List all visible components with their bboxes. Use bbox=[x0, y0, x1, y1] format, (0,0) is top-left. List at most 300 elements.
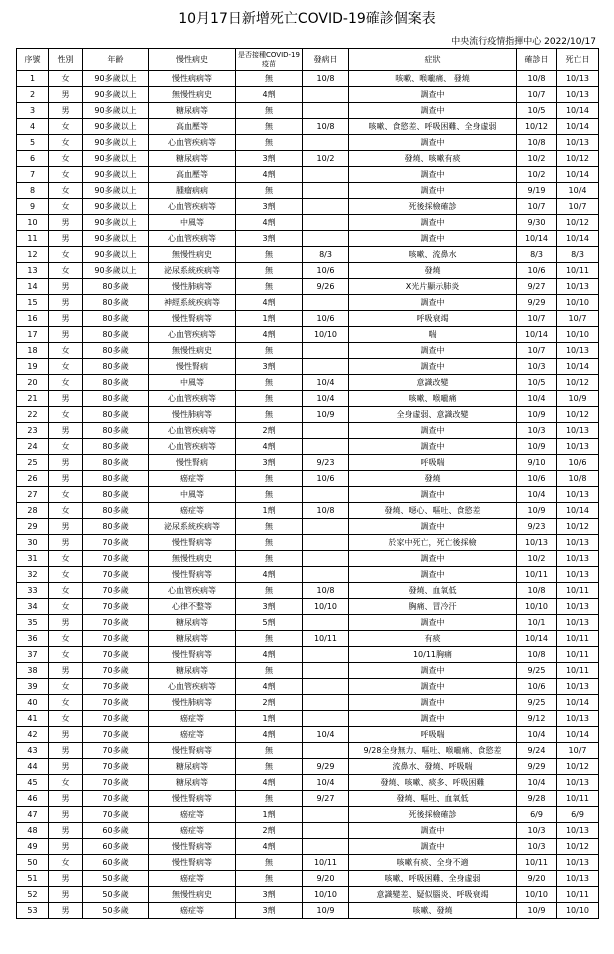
cell-chronic-history: 高血壓等 bbox=[149, 119, 236, 135]
cell-gender: 男 bbox=[49, 615, 83, 631]
cell-symptoms: 調查中 bbox=[349, 295, 517, 311]
cell-vaccination: 無 bbox=[236, 871, 303, 887]
cell-onset-date bbox=[303, 199, 349, 215]
cell-onset-date bbox=[303, 343, 349, 359]
table-row bbox=[17, 871, 599, 887]
cell-age: 70多歲 bbox=[83, 663, 149, 679]
cell-case-number: 28 bbox=[17, 503, 49, 519]
cell-age: 90多歲以上 bbox=[83, 199, 149, 215]
cell-age: 90多歲以上 bbox=[83, 151, 149, 167]
cell-confirmed-date: 10/1 bbox=[517, 615, 557, 631]
cell-age: 90多歲以上 bbox=[83, 263, 149, 279]
cell-age: 80多歲 bbox=[83, 295, 149, 311]
cell-chronic-history: 糖尿病等 bbox=[149, 663, 236, 679]
cell-vaccination: 無 bbox=[236, 119, 303, 135]
cell-chronic-history: 癌症等 bbox=[149, 727, 236, 743]
table-row bbox=[17, 695, 599, 711]
cell-onset-date bbox=[303, 103, 349, 119]
cell-age: 80多歲 bbox=[83, 359, 149, 375]
cell-chronic-history: 心血管疾病等 bbox=[149, 423, 236, 439]
cell-case-number: 21 bbox=[17, 391, 49, 407]
table-row bbox=[17, 503, 599, 519]
cell-confirmed-date: 10/6 bbox=[517, 679, 557, 695]
cell-onset-date bbox=[303, 439, 349, 455]
cell-symptoms: 發燒、血氧低 bbox=[349, 583, 517, 599]
cell-onset-date bbox=[303, 551, 349, 567]
cell-case-number: 35 bbox=[17, 615, 49, 631]
cell-death-date: 10/12 bbox=[557, 407, 599, 423]
cell-death-date: 10/13 bbox=[557, 487, 599, 503]
cell-onset-date bbox=[303, 647, 349, 663]
cell-gender: 男 bbox=[49, 743, 83, 759]
cell-vaccination: 無 bbox=[236, 519, 303, 535]
cell-chronic-history: 慢性肺病等 bbox=[149, 695, 236, 711]
cell-death-date: 10/13 bbox=[557, 823, 599, 839]
header-cell: 症狀 bbox=[349, 49, 517, 71]
cell-death-date: 10/13 bbox=[557, 423, 599, 439]
cell-vaccination: 3劑 bbox=[236, 231, 303, 247]
cell-confirmed-date: 9/24 bbox=[517, 743, 557, 759]
cell-onset-date bbox=[303, 135, 349, 151]
cell-age: 70多歲 bbox=[83, 727, 149, 743]
cell-chronic-history: 癌症等 bbox=[149, 503, 236, 519]
cell-onset-date: 10/9 bbox=[303, 903, 349, 919]
table-row bbox=[17, 615, 599, 631]
cell-age: 50多歲 bbox=[83, 903, 149, 919]
table-row bbox=[17, 727, 599, 743]
cell-age: 90多歲以上 bbox=[83, 119, 149, 135]
cell-confirmed-date: 10/14 bbox=[517, 231, 557, 247]
cell-case-number: 49 bbox=[17, 839, 49, 855]
table-row bbox=[17, 807, 599, 823]
table-row bbox=[17, 775, 599, 791]
cell-death-date: 10/6 bbox=[557, 455, 599, 471]
cell-age: 70多歲 bbox=[83, 759, 149, 775]
cell-symptoms: 意識變差、疑似腦炎、呼吸衰竭 bbox=[349, 887, 517, 903]
cell-confirmed-date: 10/5 bbox=[517, 103, 557, 119]
cell-case-number: 18 bbox=[17, 343, 49, 359]
cell-gender: 男 bbox=[49, 87, 83, 103]
cell-confirmed-date: 10/3 bbox=[517, 423, 557, 439]
cell-confirmed-date: 10/7 bbox=[517, 311, 557, 327]
cell-death-date: 10/10 bbox=[557, 295, 599, 311]
cell-vaccination: 無 bbox=[236, 135, 303, 151]
cell-age: 80多歲 bbox=[83, 375, 149, 391]
cell-chronic-history: 心血管疾病等 bbox=[149, 135, 236, 151]
cell-vaccination: 無 bbox=[236, 247, 303, 263]
cell-gender: 男 bbox=[49, 807, 83, 823]
cell-age: 80多歲 bbox=[83, 439, 149, 455]
cell-confirmed-date: 10/8 bbox=[517, 647, 557, 663]
cell-onset-date bbox=[303, 839, 349, 855]
cell-age: 80多歲 bbox=[83, 471, 149, 487]
cell-gender: 女 bbox=[49, 199, 83, 215]
cell-symptoms: 調查中 bbox=[349, 615, 517, 631]
cell-age: 90多歲以上 bbox=[83, 215, 149, 231]
table-row bbox=[17, 487, 599, 503]
cell-vaccination: 無 bbox=[236, 759, 303, 775]
cell-chronic-history: 糖尿病等 bbox=[149, 759, 236, 775]
cell-symptoms: 呼吸喘 bbox=[349, 727, 517, 743]
cell-onset-date: 9/29 bbox=[303, 759, 349, 775]
cell-confirmed-date: 10/11 bbox=[517, 567, 557, 583]
cell-case-number: 39 bbox=[17, 679, 49, 695]
cell-gender: 男 bbox=[49, 663, 83, 679]
cell-chronic-history: 糖尿病等 bbox=[149, 103, 236, 119]
cell-case-number: 6 bbox=[17, 151, 49, 167]
cell-onset-date: 10/10 bbox=[303, 599, 349, 615]
document-title: 10月17日新增死亡COVID-19確診個案表 bbox=[178, 11, 436, 27]
cell-confirmed-date: 10/12 bbox=[517, 119, 557, 135]
cell-vaccination: 4劑 bbox=[236, 87, 303, 103]
cell-symptoms: 咳嗽、發燒 bbox=[349, 903, 517, 919]
table-row bbox=[17, 551, 599, 567]
cell-onset-date bbox=[303, 519, 349, 535]
cell-chronic-history: 慢性腎病等 bbox=[149, 535, 236, 551]
cell-symptoms: 發燒、咳嗽、痰多、呼吸困難 bbox=[349, 775, 517, 791]
table-row bbox=[17, 327, 599, 343]
cell-symptoms: 調查中 bbox=[349, 167, 517, 183]
table-row bbox=[17, 903, 599, 919]
cell-chronic-history: 高血壓等 bbox=[149, 167, 236, 183]
cell-death-date: 8/3 bbox=[557, 247, 599, 263]
cell-age: 90多歲以上 bbox=[83, 231, 149, 247]
cell-vaccination: 5劑 bbox=[236, 615, 303, 631]
cell-chronic-history: 癌症等 bbox=[149, 711, 236, 727]
cell-death-date: 10/14 bbox=[557, 727, 599, 743]
cell-vaccination: 無 bbox=[236, 663, 303, 679]
cell-onset-date: 10/11 bbox=[303, 631, 349, 647]
cell-symptoms: 10/11胸痛 bbox=[349, 647, 517, 663]
cell-chronic-history: 慢性腎病等 bbox=[149, 855, 236, 871]
cell-death-date: 10/9 bbox=[557, 391, 599, 407]
table-row bbox=[17, 679, 599, 695]
cell-case-number: 16 bbox=[17, 311, 49, 327]
cell-death-date: 10/14 bbox=[557, 167, 599, 183]
cell-case-number: 17 bbox=[17, 327, 49, 343]
cell-chronic-history: 慢性腎病等 bbox=[149, 311, 236, 327]
cell-death-date: 10/7 bbox=[557, 311, 599, 327]
cell-chronic-history: 中風等 bbox=[149, 215, 236, 231]
cell-age: 90多歲以上 bbox=[83, 183, 149, 199]
cell-age: 80多歲 bbox=[83, 503, 149, 519]
cell-vaccination: 1劑 bbox=[236, 807, 303, 823]
cell-age: 70多歲 bbox=[83, 743, 149, 759]
cell-gender: 女 bbox=[49, 119, 83, 135]
cell-case-number: 32 bbox=[17, 567, 49, 583]
cell-onset-date: 10/11 bbox=[303, 855, 349, 871]
cell-age: 80多歲 bbox=[83, 279, 149, 295]
header-cell: 是否接種COVID-19疫苗 bbox=[236, 49, 303, 71]
cell-onset-date bbox=[303, 215, 349, 231]
cell-death-date: 10/13 bbox=[557, 871, 599, 887]
cell-confirmed-date: 9/29 bbox=[517, 759, 557, 775]
cell-confirmed-date: 10/10 bbox=[517, 887, 557, 903]
cell-case-number: 38 bbox=[17, 663, 49, 679]
cell-case-number: 31 bbox=[17, 551, 49, 567]
table-row bbox=[17, 759, 599, 775]
cell-confirmed-date: 10/14 bbox=[517, 327, 557, 343]
table-row bbox=[17, 567, 599, 583]
cell-chronic-history: 心血管疾病等 bbox=[149, 327, 236, 343]
cell-vaccination: 無 bbox=[236, 487, 303, 503]
cell-death-date: 6/9 bbox=[557, 807, 599, 823]
cell-case-number: 41 bbox=[17, 711, 49, 727]
cell-gender: 男 bbox=[49, 823, 83, 839]
cell-confirmed-date: 9/29 bbox=[517, 295, 557, 311]
cell-symptoms: 調查中 bbox=[349, 567, 517, 583]
cell-vaccination: 無 bbox=[236, 535, 303, 551]
cell-confirmed-date: 10/9 bbox=[517, 503, 557, 519]
cell-death-date: 10/13 bbox=[557, 615, 599, 631]
cell-age: 80多歲 bbox=[83, 455, 149, 471]
table-row bbox=[17, 279, 599, 295]
cell-gender: 男 bbox=[49, 455, 83, 471]
cell-vaccination: 無 bbox=[236, 183, 303, 199]
cell-confirmed-date: 10/5 bbox=[517, 375, 557, 391]
table-row bbox=[17, 135, 599, 151]
cell-chronic-history: 腫瘤病病 bbox=[149, 183, 236, 199]
cell-chronic-history: 中風等 bbox=[149, 487, 236, 503]
cell-chronic-history: 無慢性病史 bbox=[149, 551, 236, 567]
cell-death-date: 10/13 bbox=[557, 87, 599, 103]
cell-death-date: 10/13 bbox=[557, 599, 599, 615]
cell-chronic-history: 糖尿病等 bbox=[149, 775, 236, 791]
cell-symptoms: 調查中 bbox=[349, 103, 517, 119]
cell-vaccination: 無 bbox=[236, 407, 303, 423]
header-cell: 確診日 bbox=[517, 49, 557, 71]
cell-gender: 男 bbox=[49, 535, 83, 551]
table-row bbox=[17, 535, 599, 551]
table-row bbox=[17, 311, 599, 327]
cell-onset-date: 9/27 bbox=[303, 791, 349, 807]
cell-onset-date: 10/8 bbox=[303, 583, 349, 599]
cell-case-number: 47 bbox=[17, 807, 49, 823]
cell-case-number: 4 bbox=[17, 119, 49, 135]
cell-age: 70多歲 bbox=[83, 583, 149, 599]
cell-symptoms: 死後採檢確診 bbox=[349, 807, 517, 823]
cell-case-number: 3 bbox=[17, 103, 49, 119]
cell-death-date: 10/13 bbox=[557, 439, 599, 455]
cell-vaccination: 3劑 bbox=[236, 199, 303, 215]
cell-case-number: 42 bbox=[17, 727, 49, 743]
cell-death-date: 10/13 bbox=[557, 711, 599, 727]
cell-gender: 男 bbox=[49, 311, 83, 327]
cell-age: 80多歲 bbox=[83, 311, 149, 327]
cell-chronic-history: 糖尿病等 bbox=[149, 151, 236, 167]
cell-chronic-history: 心血管疾病等 bbox=[149, 231, 236, 247]
cell-death-date: 10/14 bbox=[557, 119, 599, 135]
cell-vaccination: 4劑 bbox=[236, 167, 303, 183]
table-row bbox=[17, 647, 599, 663]
cell-death-date: 10/13 bbox=[557, 279, 599, 295]
cell-gender: 男 bbox=[49, 903, 83, 919]
cell-case-number: 52 bbox=[17, 887, 49, 903]
cell-gender: 男 bbox=[49, 215, 83, 231]
cell-age: 60多歲 bbox=[83, 823, 149, 839]
table-row bbox=[17, 343, 599, 359]
cell-vaccination: 4劑 bbox=[236, 295, 303, 311]
cell-vaccination: 4劑 bbox=[236, 775, 303, 791]
cell-confirmed-date: 10/8 bbox=[517, 583, 557, 599]
cell-age: 70多歲 bbox=[83, 615, 149, 631]
cell-onset-date: 10/2 bbox=[303, 151, 349, 167]
cell-symptoms: 發燒、咳嗽有痰 bbox=[349, 151, 517, 167]
cell-death-date: 10/13 bbox=[557, 679, 599, 695]
cell-onset-date bbox=[303, 823, 349, 839]
cell-age: 90多歲以上 bbox=[83, 167, 149, 183]
cell-confirmed-date: 9/25 bbox=[517, 663, 557, 679]
cell-confirmed-date: 10/3 bbox=[517, 839, 557, 855]
cell-confirmed-date: 9/19 bbox=[517, 183, 557, 199]
table-row bbox=[17, 791, 599, 807]
cell-death-date: 10/11 bbox=[557, 647, 599, 663]
cell-vaccination: 4劑 bbox=[236, 567, 303, 583]
cell-case-number: 15 bbox=[17, 295, 49, 311]
cell-chronic-history: 慢性腎病等 bbox=[149, 791, 236, 807]
cell-symptoms: 調查中 bbox=[349, 87, 517, 103]
cell-symptoms: 於家中死亡，死亡後採檢 bbox=[349, 535, 517, 551]
cell-gender: 男 bbox=[49, 391, 83, 407]
cell-vaccination: 無 bbox=[236, 343, 303, 359]
cell-symptoms: 喘 bbox=[349, 327, 517, 343]
table-row bbox=[17, 231, 599, 247]
table-row bbox=[17, 151, 599, 167]
cell-death-date: 10/12 bbox=[557, 519, 599, 535]
cell-gender: 女 bbox=[49, 695, 83, 711]
cell-death-date: 10/11 bbox=[557, 631, 599, 647]
cell-case-number: 26 bbox=[17, 471, 49, 487]
cell-death-date: 10/10 bbox=[557, 327, 599, 343]
cell-case-number: 40 bbox=[17, 695, 49, 711]
cell-death-date: 10/13 bbox=[557, 855, 599, 871]
cell-age: 70多歲 bbox=[83, 631, 149, 647]
cell-gender: 女 bbox=[49, 439, 83, 455]
cell-gender: 女 bbox=[49, 183, 83, 199]
cell-confirmed-date: 9/25 bbox=[517, 695, 557, 711]
cell-gender: 女 bbox=[49, 135, 83, 151]
cell-vaccination: 無 bbox=[236, 743, 303, 759]
cell-gender: 女 bbox=[49, 343, 83, 359]
cell-death-date: 10/14 bbox=[557, 359, 599, 375]
cell-vaccination: 無 bbox=[236, 391, 303, 407]
cell-vaccination: 無 bbox=[236, 71, 303, 87]
cell-chronic-history: 癌症等 bbox=[149, 903, 236, 919]
cell-confirmed-date: 10/14 bbox=[517, 631, 557, 647]
cell-symptoms: 呼吸衰竭 bbox=[349, 311, 517, 327]
cell-symptoms: 咳嗽有痰、全身不適 bbox=[349, 855, 517, 871]
cell-age: 60多歲 bbox=[83, 839, 149, 855]
cell-onset-date: 10/4 bbox=[303, 375, 349, 391]
cell-confirmed-date: 9/28 bbox=[517, 791, 557, 807]
cell-gender: 女 bbox=[49, 711, 83, 727]
cell-case-number: 50 bbox=[17, 855, 49, 871]
cell-gender: 女 bbox=[49, 247, 83, 263]
cell-vaccination: 3劑 bbox=[236, 151, 303, 167]
cell-onset-date bbox=[303, 695, 349, 711]
cell-confirmed-date: 10/9 bbox=[517, 439, 557, 455]
header-cell: 慢性病史 bbox=[149, 49, 236, 71]
cell-chronic-history: 慢性病病等 bbox=[149, 71, 236, 87]
cell-death-date: 10/14 bbox=[557, 695, 599, 711]
table-row bbox=[17, 263, 599, 279]
cell-onset-date bbox=[303, 535, 349, 551]
table-body bbox=[17, 71, 599, 919]
cell-symptoms: 咳嗽、流鼻水 bbox=[349, 247, 517, 263]
cell-confirmed-date: 10/4 bbox=[517, 775, 557, 791]
cell-chronic-history: 心血管疾病等 bbox=[149, 439, 236, 455]
cell-onset-date: 10/6 bbox=[303, 311, 349, 327]
cell-confirmed-date: 6/9 bbox=[517, 807, 557, 823]
cell-case-number: 43 bbox=[17, 743, 49, 759]
cell-gender: 男 bbox=[49, 279, 83, 295]
cell-death-date: 10/12 bbox=[557, 839, 599, 855]
cell-gender: 男 bbox=[49, 471, 83, 487]
cell-confirmed-date: 8/3 bbox=[517, 247, 557, 263]
cell-confirmed-date: 10/9 bbox=[517, 407, 557, 423]
cell-age: 70多歲 bbox=[83, 695, 149, 711]
table-row bbox=[17, 247, 599, 263]
cell-death-date: 10/13 bbox=[557, 135, 599, 151]
cell-age: 70多歲 bbox=[83, 791, 149, 807]
cell-age: 70多歲 bbox=[83, 647, 149, 663]
cell-vaccination: 3劑 bbox=[236, 887, 303, 903]
cell-onset-date bbox=[303, 423, 349, 439]
case-table bbox=[16, 48, 599, 919]
cell-confirmed-date: 9/20 bbox=[517, 871, 557, 887]
cell-symptoms: 調查中 bbox=[349, 231, 517, 247]
cell-case-number: 23 bbox=[17, 423, 49, 439]
cell-vaccination: 無 bbox=[236, 631, 303, 647]
cell-case-number: 20 bbox=[17, 375, 49, 391]
cell-chronic-history: 糖尿病等 bbox=[149, 615, 236, 631]
cell-gender: 男 bbox=[49, 839, 83, 855]
cell-onset-date: 9/26 bbox=[303, 279, 349, 295]
cell-death-date: 10/13 bbox=[557, 567, 599, 583]
cell-onset-date: 8/3 bbox=[303, 247, 349, 263]
cell-age: 90多歲以上 bbox=[83, 247, 149, 263]
cell-age: 80多歲 bbox=[83, 487, 149, 503]
cell-death-date: 10/13 bbox=[557, 343, 599, 359]
cell-symptoms: 調查中 bbox=[349, 695, 517, 711]
cell-symptoms: X光片顯示肺炎 bbox=[349, 279, 517, 295]
cell-vaccination: 無 bbox=[236, 855, 303, 871]
cell-vaccination: 3劑 bbox=[236, 359, 303, 375]
cell-confirmed-date: 10/3 bbox=[517, 823, 557, 839]
cell-case-number: 7 bbox=[17, 167, 49, 183]
cell-symptoms: 調查中 bbox=[349, 487, 517, 503]
cell-death-date: 10/11 bbox=[557, 583, 599, 599]
cell-age: 70多歲 bbox=[83, 599, 149, 615]
table-row bbox=[17, 87, 599, 103]
cell-symptoms: 呼吸喘 bbox=[349, 455, 517, 471]
cell-death-date: 10/11 bbox=[557, 663, 599, 679]
cell-vaccination: 無 bbox=[236, 375, 303, 391]
cell-chronic-history: 無慢性病史 bbox=[149, 887, 236, 903]
header-cell: 死亡日 bbox=[557, 49, 599, 71]
cell-case-number: 14 bbox=[17, 279, 49, 295]
cell-confirmed-date: 10/13 bbox=[517, 535, 557, 551]
cell-gender: 男 bbox=[49, 423, 83, 439]
cell-onset-date: 10/4 bbox=[303, 727, 349, 743]
cell-gender: 男 bbox=[49, 791, 83, 807]
cell-case-number: 19 bbox=[17, 359, 49, 375]
cell-symptoms: 調查中 bbox=[349, 183, 517, 199]
cell-confirmed-date: 9/30 bbox=[517, 215, 557, 231]
cell-age: 70多歲 bbox=[83, 535, 149, 551]
table-row bbox=[17, 103, 599, 119]
cell-vaccination: 3劑 bbox=[236, 903, 303, 919]
